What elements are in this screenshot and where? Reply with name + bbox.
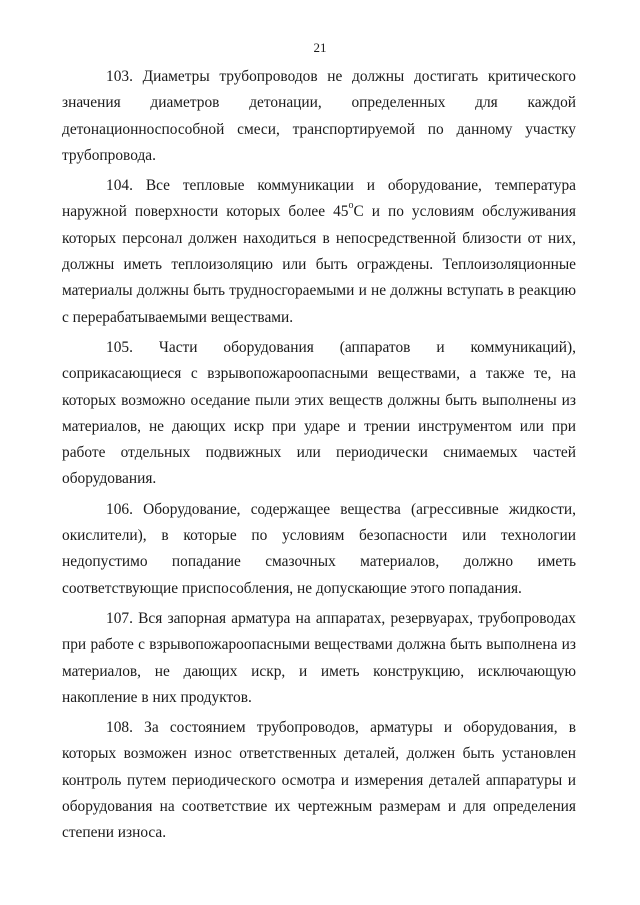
paragraph-104-text-end: С и по условиям обслуживания которых персонал должен находиться в непосредственной близости от них, должны иметь теплоизоляцию или быть ограждены. Теплоизоляционные материалы должны быть трудносгораемыми и не должны вступать в реакцию с перерабатываемыми веществами. [62, 203, 576, 326]
paragraph-106: 106. Оборудование, содержащее вещества (агрессивные жидкости, окислители), в которые по условиям безопасности или технологии недопустимо попадание смазочных материалов, должно иметь соответствующие приспособления, не допускающие этого попадания. [62, 500, 576, 597]
page-number: 21 [313, 40, 327, 55]
degree-superscript: о [348, 200, 354, 212]
paragraph-108: 108. За состоянием трубопроводов, арматуры и оборудования, в которых возможен износ ответственных деталей, должен быть установлен контроль путем периодического осмотра и измерения деталей аппаратуры и оборудования на соответствие их чертежным размерам и для определения степени износа. [62, 719, 576, 842]
paragraph-104 [62, 173, 576, 331]
paragraph-107: 107. Вся запорная арматура на аппаратах, резервуарах, трубопроводах при работе с взрывопожароопасными веществами должна быть выполнена из материалов, не дающих искр, и иметь конструкцию, исключающую накопление в них продуктов. [62, 609, 576, 706]
paragraph-103: 103. Диаметры трубопроводов не должны достигать критического значения диаметров детонации, определенных для каждой детонационноспособной смеси, транспортируемой по данному участку трубопровода. [62, 68, 576, 164]
paragraph-104-text-start: 104. Все тепловые коммуникации и оборудование, температура наружной поверхности которых более 45 [62, 177, 576, 221]
paragraph-105: 105. Части оборудования (аппаратов и коммуникаций), соприкасающиеся с взрывопожароопасными веществами, а также те, на которых возможно оседание пыли этих веществ должны быть выполнены из материалов, не дающих искр при ударе и трении инструментом или при работе отдельных подвижных или периодически снимаемых частей оборудования. [62, 338, 576, 488]
document-body [62, 64, 576, 851]
